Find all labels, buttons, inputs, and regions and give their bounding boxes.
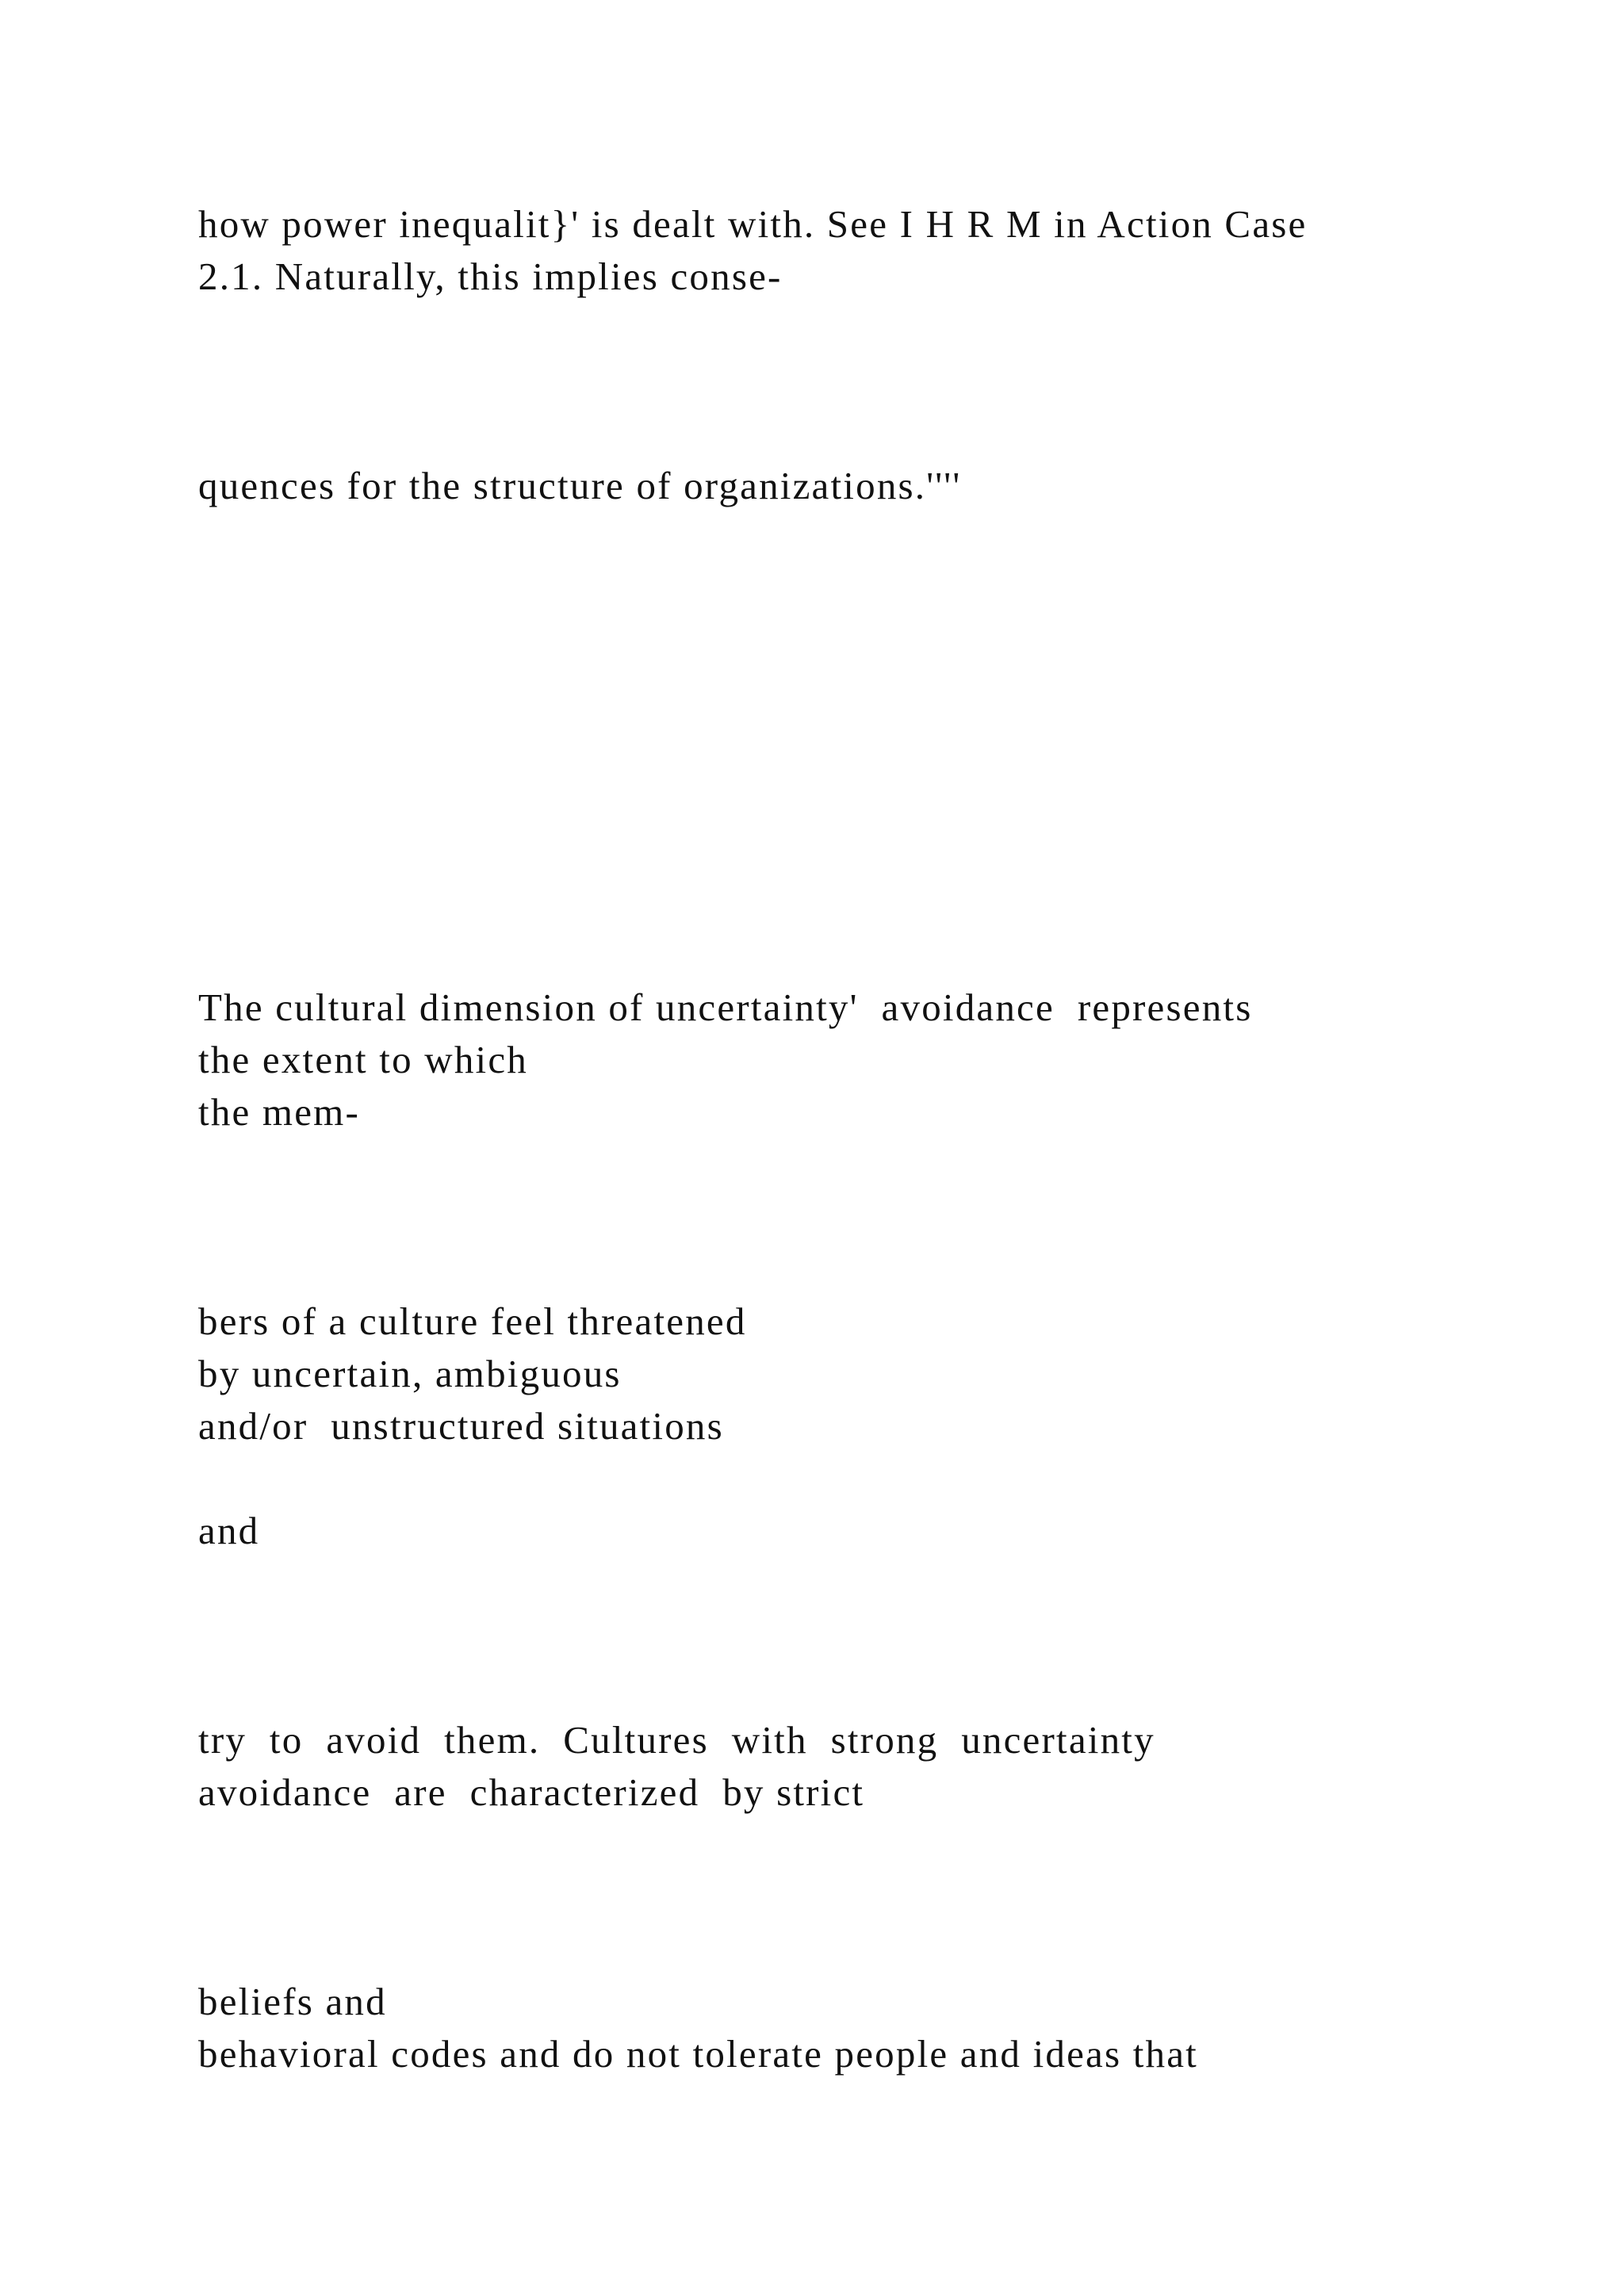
text-line: the mem- [198, 1090, 361, 1134]
text-line: and/or unstructured situations [198, 1404, 724, 1448]
text-line: behavioral codes and do not tolerate people and ideas that [198, 2032, 1198, 2076]
text-line: The cultural dimension of uncertainty' avoidance represents [198, 985, 1253, 1029]
text-line: and [198, 1509, 260, 1552]
text-line: how power inequalit}' is dealt with. See I H R M in Action Case [198, 202, 1308, 246]
text-line: beliefs and [198, 1980, 387, 2023]
text-line: try to avoid them. Cultures with strong uncertainty [198, 1718, 1155, 1762]
text-line: quences for the structure of organizations.'''' [198, 464, 962, 507]
text-line: 2.1. Naturally, this implies conse- [198, 254, 783, 298]
text-line: by uncertain, ambiguous [198, 1352, 622, 1395]
text-line: avoidance are characterized by strict [198, 1770, 865, 1814]
text-line: bers of a culture feel threatened [198, 1299, 747, 1343]
text-line: the extent to which [198, 1038, 528, 1081]
